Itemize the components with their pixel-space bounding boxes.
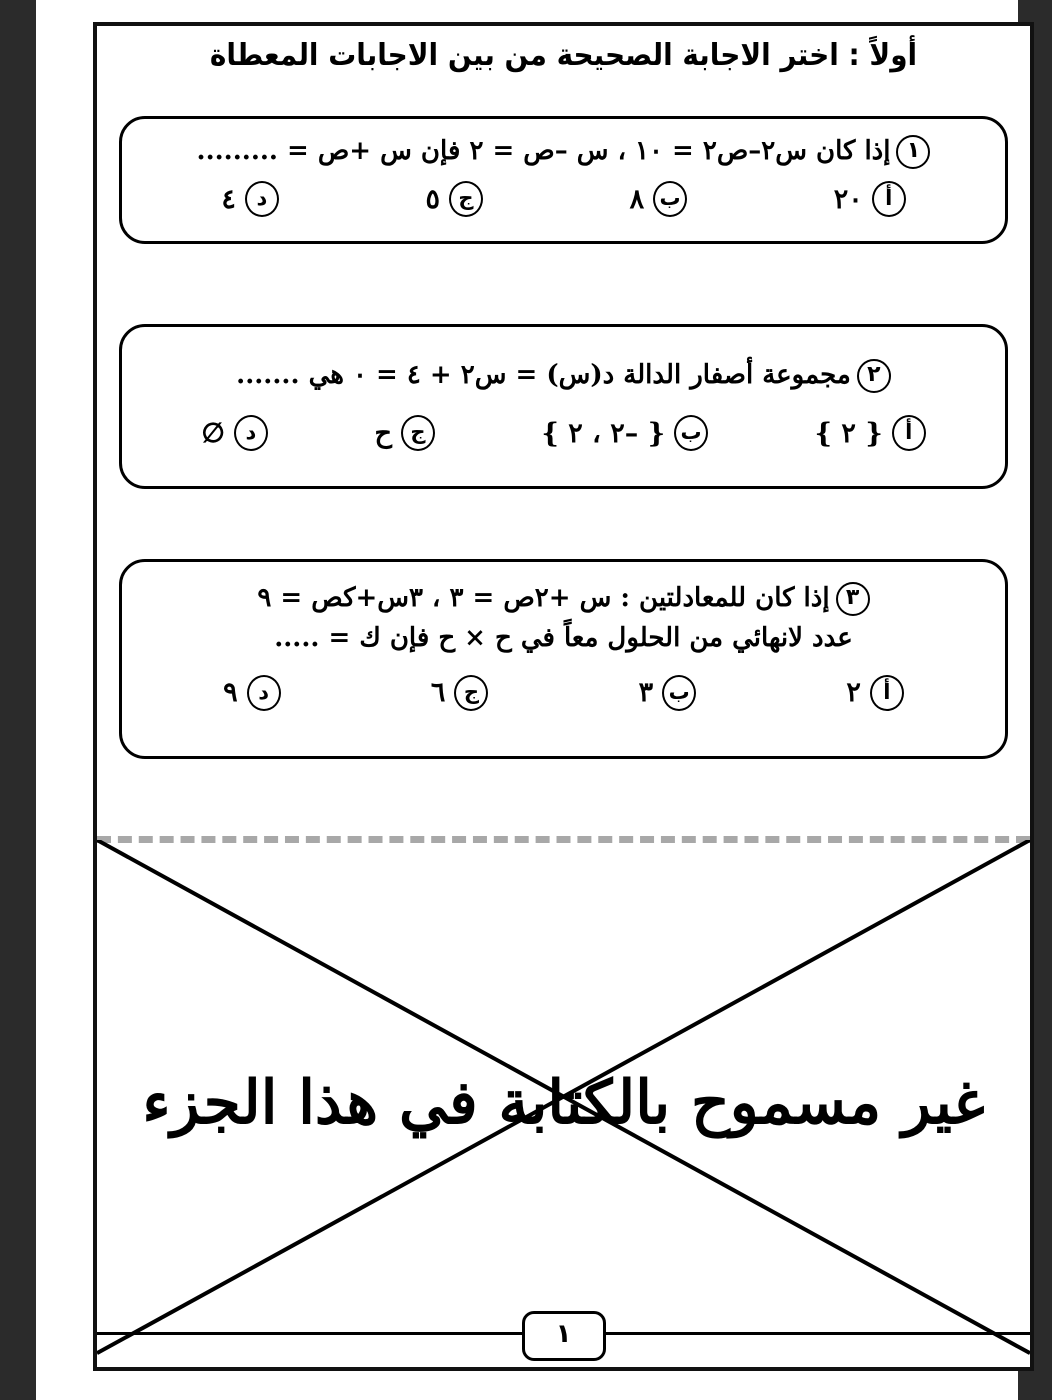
option-value: ٤ (221, 183, 236, 215)
question-2-number: ٢ (857, 359, 891, 393)
question-2-option-a[interactable] (815, 415, 926, 451)
option-letter-d-icon: د (247, 675, 281, 711)
question-3-options (122, 675, 1005, 711)
question-3-option-a[interactable] (846, 675, 904, 711)
question-3-option-b[interactable] (639, 675, 697, 711)
option-letter-c-icon: ج (449, 181, 483, 217)
page-frame (93, 22, 1034, 1371)
paper-sheet (36, 0, 1018, 1400)
question-2-options (122, 415, 1005, 451)
question-2-option-b[interactable] (541, 415, 708, 451)
question-box-3 (119, 559, 1008, 759)
question-3-option-c[interactable] (431, 675, 489, 711)
option-value: ٩ (223, 677, 238, 708)
option-letter-b-icon: ب (674, 415, 708, 451)
option-letter-c-icon: ج (401, 415, 435, 451)
option-letter-b-icon: ب (662, 675, 696, 711)
question-1-option-d[interactable] (221, 181, 279, 217)
question-3-number: ٣ (836, 582, 870, 616)
option-letter-a-icon: أ (872, 181, 906, 217)
question-1-stem (122, 135, 1005, 169)
question-1-option-b[interactable] (630, 181, 688, 217)
question-2-stem (122, 359, 1005, 393)
option-value: ٨ (629, 183, 645, 215)
page-footer (97, 1311, 1030, 1355)
option-value: ٣ (638, 677, 654, 708)
option-letter-d-icon: د (245, 181, 279, 217)
question-2-stem-line-1: مجموعة أصفار الدالة د(س) = س٢ + ٤ = ٠ هي ....... (236, 360, 851, 390)
no-writing-zone (97, 840, 1030, 1367)
question-1-stem-line-1: إذا كان س٢–ص٢ = ١٠ ، س –ص = ٢ فإن س +ص = ......... (196, 136, 891, 166)
question-3-stem-line-2-wrap (122, 622, 1005, 655)
option-value: ٢ (846, 677, 861, 708)
option-value: { –٢ ، ٢ } (541, 417, 666, 449)
page-number-badge: ١ (522, 1311, 606, 1361)
page-title: أولاً : اختر الاجابة الصحيحة من بين الاجابات المعطاة (209, 38, 918, 73)
no-writing-notice: غير مسموح بالكتابة في هذا الجزء (142, 1068, 985, 1138)
option-letter-a-icon: أ (870, 675, 904, 711)
option-letter-d-icon: د (234, 415, 268, 451)
question-1-number: ١ (896, 135, 930, 169)
question-1-option-a[interactable] (834, 181, 906, 217)
option-value: ٢٠ (833, 183, 863, 215)
option-value: ٥ (425, 183, 440, 215)
option-letter-c-icon: ج (454, 675, 488, 711)
option-value: ح (374, 417, 392, 449)
question-box-1 (119, 116, 1008, 244)
question-2-option-d[interactable] (201, 415, 268, 451)
option-value: { ٢ } (814, 417, 883, 449)
question-box-2 (119, 324, 1008, 489)
option-letter-b-icon: ب (653, 181, 687, 217)
question-3-stem-line-2: عدد لانهائي من الحلول معاً في ح × ح فإن ك = ..... (274, 623, 853, 653)
option-value: ٦ (430, 677, 446, 708)
question-2-option-c[interactable] (374, 415, 434, 451)
question-3-stem (122, 582, 1005, 616)
question-1-options (122, 181, 1005, 217)
option-value: ∅ (201, 417, 225, 449)
question-3-option-d[interactable] (223, 675, 281, 711)
question-3-stem-line-1: إذا كان للمعادلتين : س +٢ص = ٣ ، ٣س+كص = ٩ (257, 583, 830, 613)
option-letter-a-icon: أ (892, 415, 926, 451)
question-1-option-c[interactable] (425, 181, 483, 217)
